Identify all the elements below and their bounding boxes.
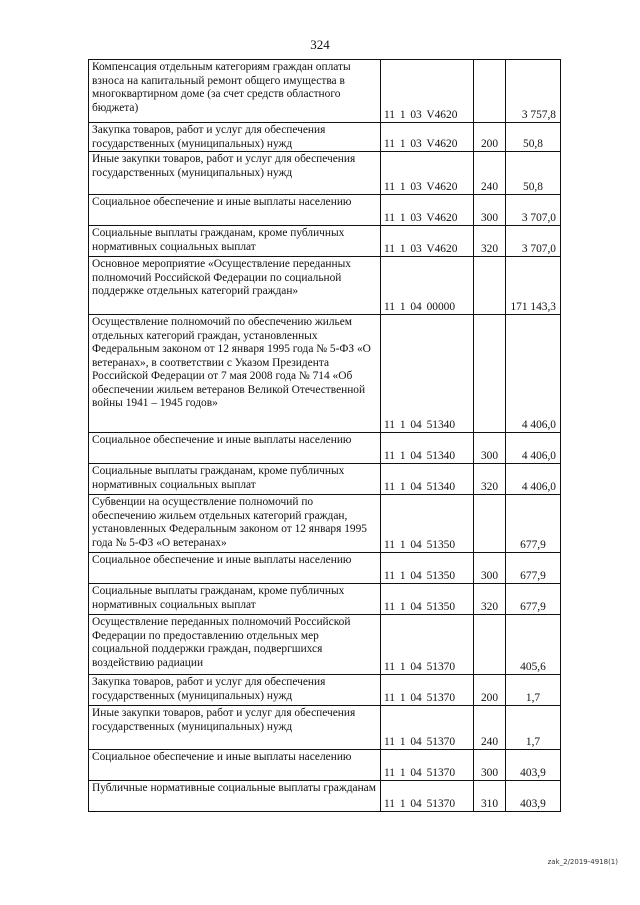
table-row — [89, 226, 561, 257]
row-code: 11 1 04 51370 — [381, 615, 474, 675]
row-name: Осуществление полномочий по обеспечению жильем отдельных категорий граждан, установленных Федеральным законом от 12 января 1995 года № 5-ФЗ «О ветеранах», в соответствии с Указом Президента Российской Федерации от 7 мая 2008 года № 714 «Об обеспечении жильем ветеранов Великой Отечественной войны 1941 – 1945 годов» — [89, 315, 381, 433]
row-amount: 4 406,0 — [506, 433, 561, 464]
row-code: 11 1 04 51340 — [381, 433, 474, 464]
row-name: Социальные выплаты гражданам, кроме публичных нормативных социальных выплат — [89, 226, 381, 257]
row-type — [474, 615, 506, 675]
row-amount: 403,9 — [506, 781, 561, 812]
row-name: Социальные выплаты гражданам, кроме публичных нормативных социальных выплат — [89, 464, 381, 495]
row-name: Основное мероприятие «Осуществление переданных полномочий Российской Федерации по социальной поддержке отдельных категорий граждан» — [89, 257, 381, 315]
row-code: 11 1 04 51350 — [381, 584, 474, 615]
row-type: 300 — [474, 750, 506, 781]
row-amount: 4 406,0 — [506, 315, 561, 433]
table-row — [89, 257, 561, 315]
row-code: 11 1 04 00000 — [381, 257, 474, 315]
row-name: Социальное обеспечение и иные выплаты населению — [89, 433, 381, 464]
row-type: 320 — [474, 464, 506, 495]
table-row — [89, 675, 561, 706]
table-row — [89, 584, 561, 615]
row-name: Иные закупки товаров, работ и услуг для обеспечения государственных (муниципальных) нужд — [89, 706, 381, 750]
table-row — [89, 706, 561, 750]
document-stamp: zak_2/2019-4918(1) — [547, 858, 618, 866]
row-code: 11 1 04 51340 — [381, 464, 474, 495]
row-amount: 677,9 — [506, 495, 561, 553]
row-amount: 677,9 — [506, 553, 561, 584]
row-name: Социальное обеспечение и иные выплаты населению — [89, 750, 381, 781]
page-number: 324 — [310, 37, 330, 52]
row-type: 310 — [474, 781, 506, 812]
row-type: 300 — [474, 195, 506, 226]
row-code: 11 1 03 V4620 — [381, 152, 474, 195]
row-amount: 50,8 — [506, 152, 561, 195]
row-code: 11 1 04 51370 — [381, 781, 474, 812]
row-amount: 171 143,3 — [506, 257, 561, 315]
row-code: 11 1 04 51370 — [381, 706, 474, 750]
table-row — [89, 315, 561, 433]
row-type — [474, 257, 506, 315]
row-name: Иные закупки товаров, работ и услуг для обеспечения государственных (муниципальных) нужд — [89, 152, 381, 195]
row-amount: 1,7 — [506, 706, 561, 750]
row-code: 11 1 04 51350 — [381, 495, 474, 553]
table-row — [89, 495, 561, 553]
row-code: 11 1 04 51370 — [381, 675, 474, 706]
row-name: Компенсация отдельным категориям граждан оплаты взноса на капитальный ремонт общего имущества в многоквартирном доме (за счет средств областного бюджета) — [89, 60, 381, 123]
row-type — [474, 495, 506, 553]
table-row — [89, 750, 561, 781]
row-type: 240 — [474, 152, 506, 195]
row-name: Социальное обеспечение и иные выплаты населению — [89, 553, 381, 584]
table-row — [89, 60, 561, 123]
row-name: Публичные нормативные социальные выплаты гражданам — [89, 781, 381, 812]
row-type — [474, 60, 506, 123]
row-amount: 4 406,0 — [506, 464, 561, 495]
row-code: 11 1 03 V4620 — [381, 123, 474, 152]
row-amount: 405,6 — [506, 615, 561, 675]
table-row — [89, 433, 561, 464]
row-code: 11 1 03 V4620 — [381, 195, 474, 226]
row-code: 11 1 04 51340 — [381, 315, 474, 433]
row-name: Субвенции на осуществление полномочий по обеспечению жильем отдельных категорий граждан, установленных Федеральным законом от 12 января 1995 года № 5-ФЗ «О ветеранах» — [89, 495, 381, 553]
row-amount: 1,7 — [506, 675, 561, 706]
row-type: 240 — [474, 706, 506, 750]
row-amount: 3 707,0 — [506, 226, 561, 257]
row-amount: 403,9 — [506, 750, 561, 781]
row-name: Осуществление переданных полномочий Российской Федерации по предоставлению отдельных мер социальной поддержки граждан, подвергшихся воздействию радиации — [89, 615, 381, 675]
row-amount: 50,8 — [506, 123, 561, 152]
table-row — [89, 195, 561, 226]
table-row — [89, 152, 561, 195]
table-row — [89, 553, 561, 584]
row-type: 200 — [474, 675, 506, 706]
row-code: 11 1 03 V4620 — [381, 60, 474, 123]
row-amount: 3 757,8 — [506, 60, 561, 123]
row-code: 11 1 04 51350 — [381, 553, 474, 584]
row-type: 200 — [474, 123, 506, 152]
row-type: 320 — [474, 226, 506, 257]
row-type — [474, 315, 506, 433]
table-row — [89, 615, 561, 675]
row-name: Социальные выплаты гражданам, кроме публичных нормативных социальных выплат — [89, 584, 381, 615]
budget-table — [88, 59, 561, 812]
row-type: 300 — [474, 553, 506, 584]
row-name: Закупка товаров, работ и услуг для обеспечения государственных (муниципальных) нужд — [89, 123, 381, 152]
table-row — [89, 464, 561, 495]
row-name: Закупка товаров, работ и услуг для обеспечения государственных (муниципальных) нужд — [89, 675, 381, 706]
row-type: 300 — [474, 433, 506, 464]
row-amount: 677,9 — [506, 584, 561, 615]
row-type: 320 — [474, 584, 506, 615]
row-name: Социальное обеспечение и иные выплаты населению — [89, 195, 381, 226]
table-row — [89, 123, 561, 152]
table-row — [89, 781, 561, 812]
row-amount: 3 707,0 — [506, 195, 561, 226]
row-code: 11 1 03 V4620 — [381, 226, 474, 257]
row-code: 11 1 04 51370 — [381, 750, 474, 781]
